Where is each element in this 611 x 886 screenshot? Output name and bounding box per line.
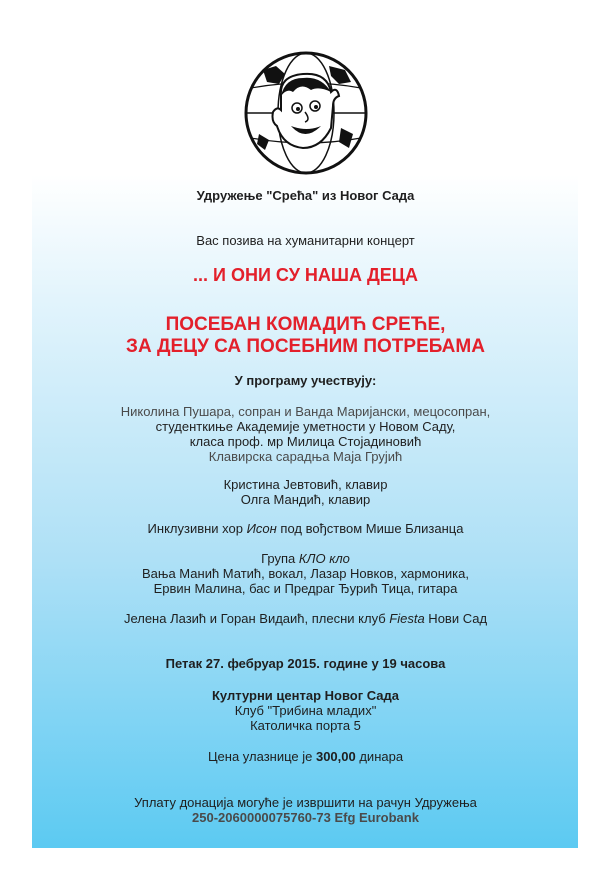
performer-line: студенткиње Академије уметности у Новом Саду, — [155, 419, 456, 434]
invitation-line: Вас позива на хуманитарни концерт — [196, 233, 415, 248]
headline-main: ... И ОНИ СУ НАША ДЕЦА — [193, 265, 418, 285]
donation-account: 250-2060000075760-73 Efg Eurobank — [192, 810, 419, 825]
group-name: КЛО кло — [298, 551, 350, 566]
event-date: Петак 27. фебруар 2015. године у 19 часова — [165, 656, 446, 671]
headline-sub-1: ПОСЕБАН КОМАДИЋ СРЕЋЕ, — [165, 314, 446, 335]
venue-name: Културни центар Новог Сада — [212, 688, 399, 703]
venue-club: Клуб "Трибина младих" — [234, 703, 377, 718]
performer-line: Вања Манић Матић, вокал, Лазар Новков, хармоника, — [142, 566, 469, 581]
program-title: У програму учествују: — [234, 373, 377, 388]
performer-line: класа проф. мр Милица Стојадиновић — [189, 434, 422, 449]
performer-line: Кристина Јевтовић, клавир — [223, 477, 388, 492]
dance-club-name: Fiesta — [389, 611, 425, 626]
performer-line: Клавирска сарадња Маја Грујић — [208, 449, 403, 464]
donation-text: Уплату донација могуће је извршити на рачун Удружења — [134, 795, 477, 810]
headline-sub-2: ЗА ДЕЦУ СА ПОСЕБНИМ ПОТРЕБАМА — [126, 336, 485, 357]
performer-line: Олга Мандић, клавир — [240, 492, 371, 507]
venue-address: Католичка порта 5 — [250, 718, 361, 733]
choir-line: Инклузивни хор Исон под вођством Мише Близанца — [147, 521, 464, 536]
price-value: 300,00 — [315, 749, 356, 764]
smiling-child-globe-logo — [241, 48, 371, 178]
ticket-price: Цена улазнице је 300,00 динара — [207, 749, 404, 764]
group-line: Група КЛО кло — [261, 551, 350, 566]
performer-line: Николина Пушара, сопран и Ванда Маријански, мецосопран, — [120, 404, 491, 419]
performer-line: Ервин Малина, бас и Предраг Ђурић Тица, гитара — [153, 581, 458, 596]
dance-line: Јелена Лазић и Горан Видаић, плесни клуб Fiesta Нови Сад — [123, 611, 488, 626]
choir-name: Исон — [246, 521, 277, 536]
association-name: Удружење "Срећа" из Новог Сада — [196, 188, 415, 203]
